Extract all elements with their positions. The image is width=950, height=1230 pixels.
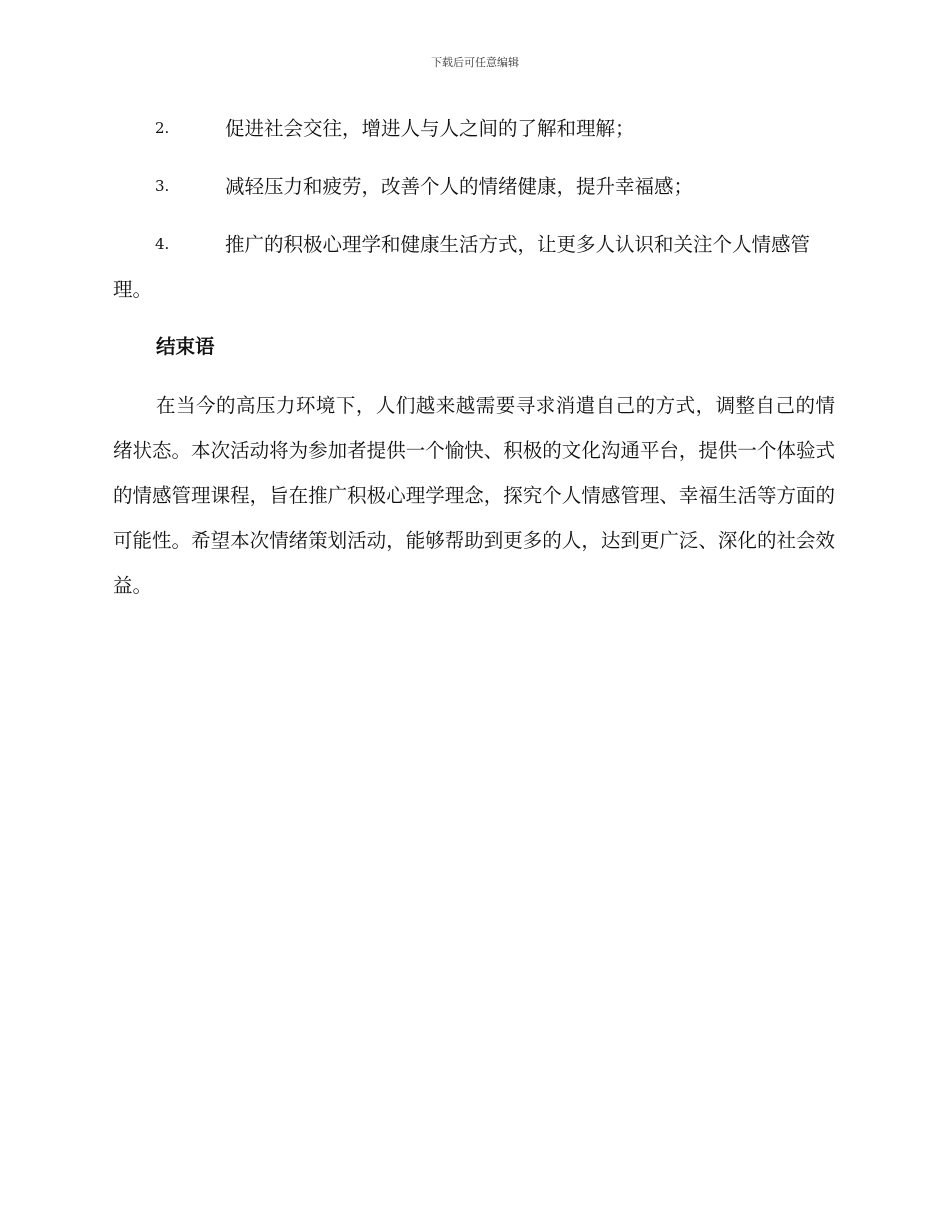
list-item-number: 3.: [155, 177, 170, 195]
list-item-text: 减轻压力和疲劳，改善个人的情绪健康，提升幸福感；: [225, 175, 694, 198]
header-note: 下载后可任意编辑: [431, 56, 519, 69]
list-item-text: 促进社会交往，增进人与人之间的了解和理解；: [225, 117, 635, 140]
list-item-number: 2.: [155, 119, 170, 137]
section-heading: 结束语: [156, 335, 215, 358]
list-item-text: 推广的积极心理学和健康生活方式，让更多人认识和关注个人情感管理。: [113, 233, 811, 301]
list-item: [113, 106, 837, 151]
list-item-number: 4.: [155, 235, 170, 253]
list-item: [113, 164, 837, 209]
list-item: [113, 222, 837, 312]
closing-paragraph: 在当今的高压力环境下，人们越来越需要寻求消遣自己的方式，调整自己的情绪状态。本次活动将为参加者提供一个愉快、积极的文化沟通平台，提供一个体验式的情感管理课程，旨在推广积极心理学理念，探究个人情感管理、幸福生活等方面的可能性。希望本次情绪策划活动，能够帮助到更多的人，达到更广泛、深化的社会效益。: [113, 394, 835, 597]
